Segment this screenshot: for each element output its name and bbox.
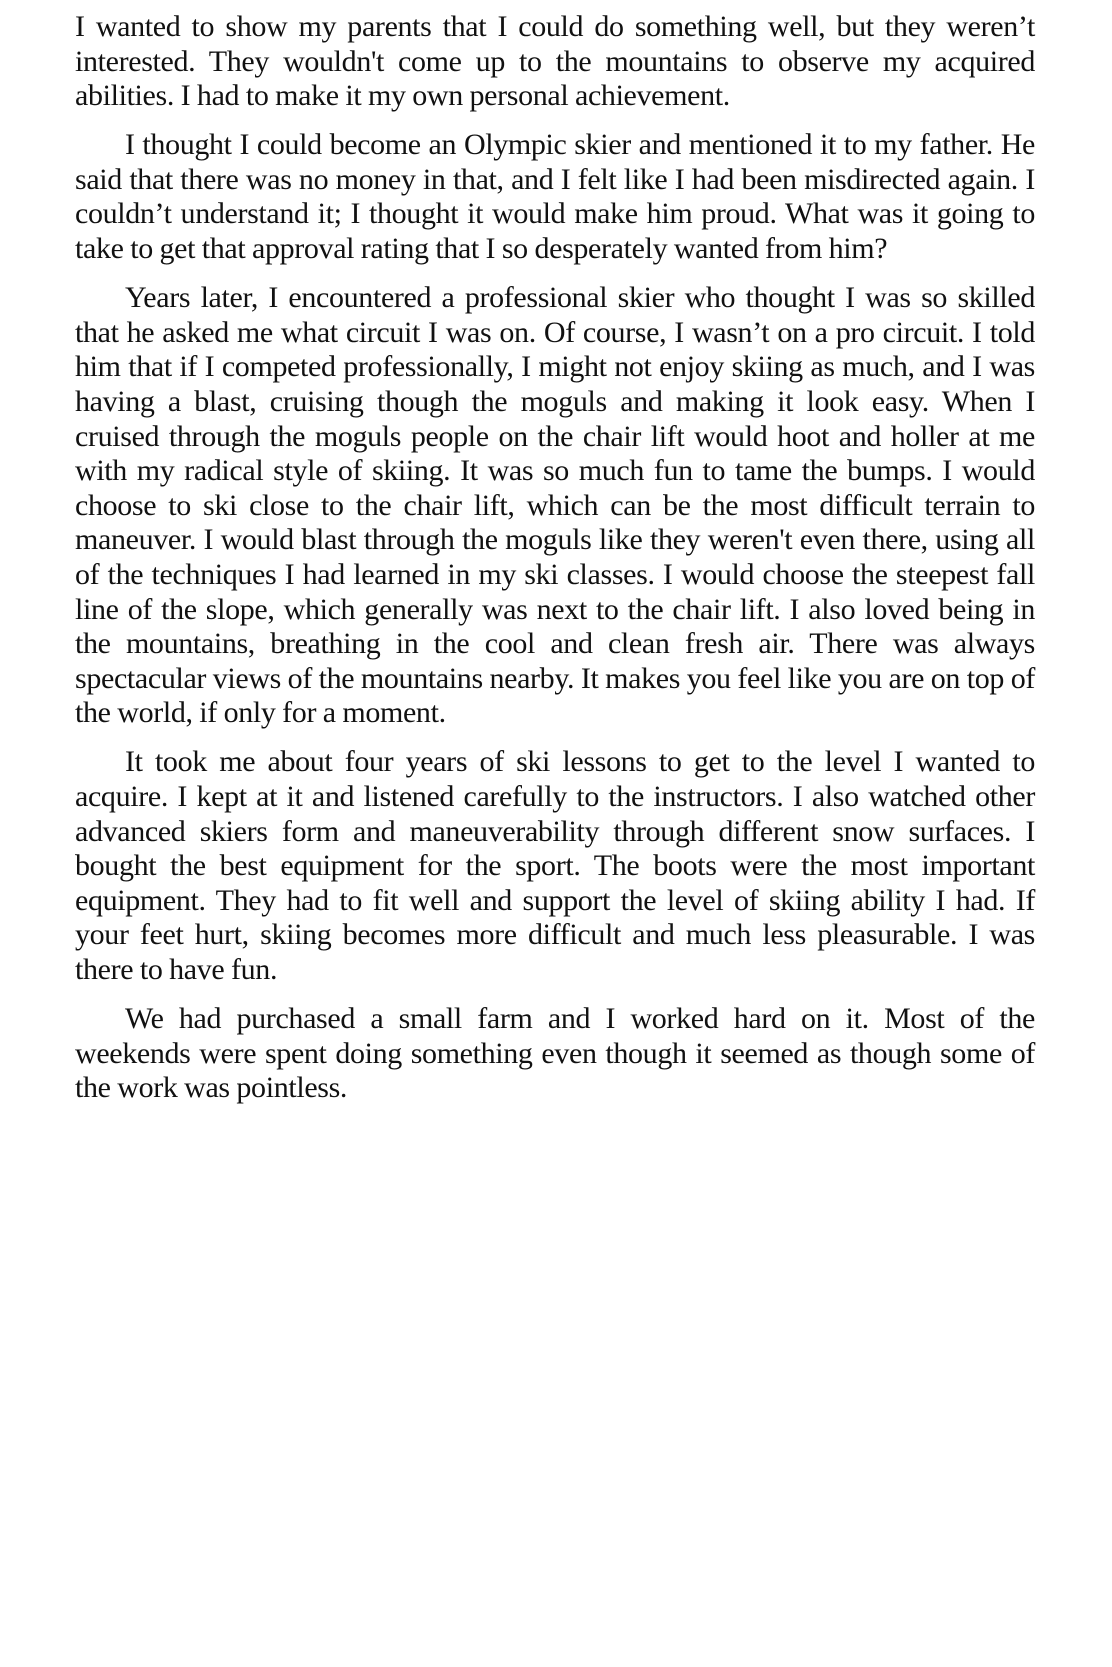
paragraph-4: It took me about four years of ski lessons to get to the level I wanted to acquire. I kept at it and listened carefully to the instructors. I also watched other advanced skiers form and maneuverability through different snow surfaces. I bought the best equipment for the sport. The boots were the most important equipment. They had to fit well and support the level of skiing ability I had. If your feet hurt, skiing becomes more difficult and much less pleasurable. I was there to have fun.: [75, 745, 1035, 986]
paragraph-5: We had purchased a small farm and I worked hard on it. Most of the weekends were spent doing something even though it seemed as though some of the work was pointless.: [75, 1002, 1035, 1105]
paragraph-2: I thought I could become an Olympic skier and mentioned it to my father. He said that there was no money in that, and I felt like I had been misdirected again. I couldn’t understand it; I thought it would make him proud. What was it going to take to get that approval rating that I so desperately wanted from him?: [75, 128, 1035, 266]
document-page: [75, 10, 1035, 1120]
paragraph-1: I wanted to show my parents that I could do something well, but they weren’t interested. They wouldn't come up to the mountains to observe my acquired abilities. I had to make it my own personal achievement.: [75, 10, 1035, 113]
paragraph-3: Years later, I encountered a professional skier who thought I was so skilled that he asked me what circuit I was on. Of course, I wasn’t on a pro circuit. I told him that if I competed professionally, I might not enjoy skiing as much, and I was having a blast, cruising though the moguls and making it look easy. When I cruised through the moguls people on the chair lift would hoot and holler at me with my radical style of skiing. It was so much fun to tame the bumps. I would choose to ski close to the chair lift, which can be the most difficult terrain to maneuver. I would blast through the moguls like they weren't even there, using all of the techniques I had learned in my ski classes. I would choose the steepest fall line of the slope, which generally was next to the chair lift. I also loved being in the mountains, breathing in the cool and clean fresh air. There was always spectacular views of the mountains nearby. It makes you feel like you are on top of the world, if only for a moment.: [75, 281, 1035, 730]
